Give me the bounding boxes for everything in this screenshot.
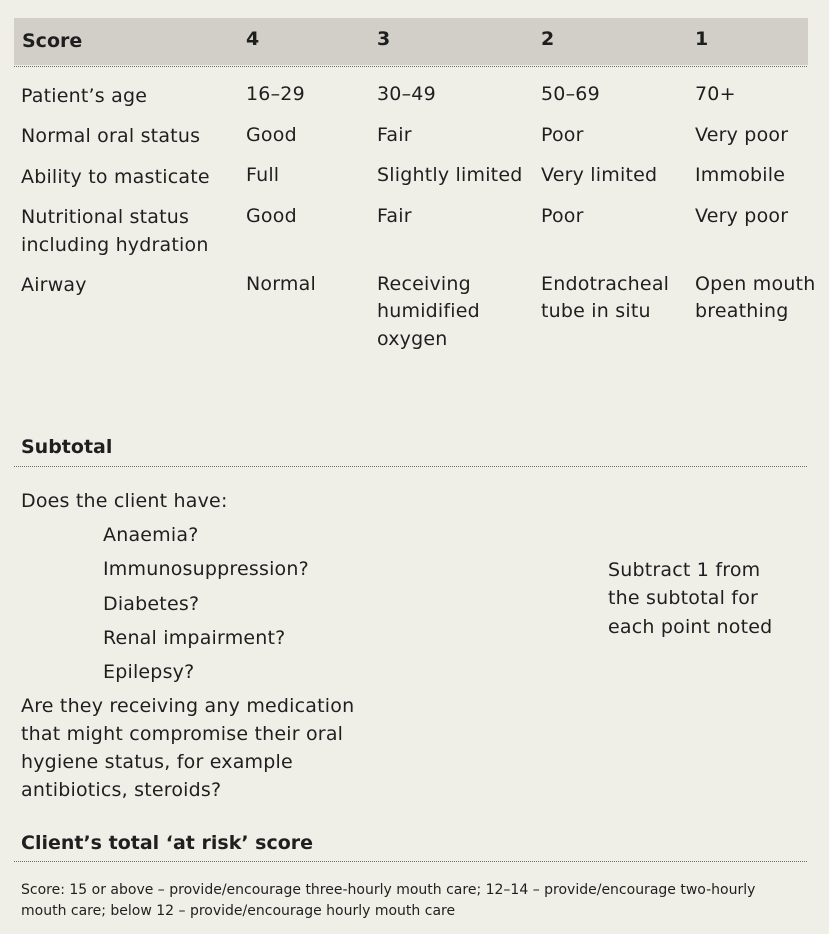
table-cell: Full [246, 164, 280, 186]
row-label-oral-status: Normal oral status [21, 125, 201, 147]
condition-item: Epilepsy? [103, 661, 195, 683]
row-label-masticate: Ability to masticate [21, 166, 210, 188]
subtotal-label: Subtotal [21, 436, 113, 458]
score-column-2: 2 [541, 28, 555, 50]
table-cell: Poor [541, 205, 584, 227]
total-score-label: Client’s total ‘at risk’ score [21, 832, 314, 854]
table-cell: Good [246, 124, 297, 146]
row-label-age: Patient’s age [21, 85, 148, 107]
subtract-note-line: Subtract 1 from [608, 559, 761, 581]
table-cell: breathing [695, 300, 789, 322]
row-label-airway: Airway [21, 274, 87, 296]
table-header-band [14, 18, 808, 65]
medication-question-line: antibiotics, steroids? [21, 779, 222, 801]
table-cell: 70+ [695, 83, 736, 105]
table-cell: Open mouth [695, 273, 816, 295]
score-header-label: Score [22, 30, 83, 52]
subtotal-divider [14, 466, 807, 467]
subtract-note-line: each point noted [608, 616, 773, 638]
condition-item: Renal impairment? [103, 627, 286, 649]
footnote-line: mouth care; below 12 – provide/encourage hourly mouth care [21, 903, 456, 919]
question-intro: Does the client have: [21, 490, 228, 512]
score-column-3: 3 [377, 28, 391, 50]
medication-question-line: Are they receiving any medication [21, 695, 355, 717]
table-cell: Immobile [695, 164, 786, 186]
subtract-note-line: the subtotal for [608, 587, 759, 609]
table-cell: Good [246, 205, 297, 227]
medication-question-line: that might compromise their oral [21, 723, 344, 745]
table-cell: tube in situ [541, 300, 651, 322]
row-label-nutrition-line2: including hydration [21, 234, 209, 256]
score-column-4: 4 [246, 28, 260, 50]
table-cell: Endotracheal [541, 273, 670, 295]
score-column-1: 1 [695, 28, 709, 50]
table-cell: 30–49 [377, 83, 436, 105]
condition-item: Diabetes? [103, 593, 200, 615]
table-cell: Normal [246, 273, 316, 295]
table-cell: 50–69 [541, 83, 600, 105]
row-label-nutrition-line1: Nutritional status [21, 206, 190, 228]
footnote-line: Score: 15 or above – provide/encourage three-hourly mouth care; 12–14 – provide/encourage two-hourly [21, 882, 756, 898]
total-divider [14, 861, 807, 862]
table-cell: Slightly limited [377, 164, 523, 186]
table-cell: Fair [377, 205, 412, 227]
table-cell: Very poor [695, 124, 789, 146]
condition-item: Immunosuppression? [103, 558, 309, 580]
condition-item: Anaemia? [103, 524, 199, 546]
header-divider [14, 66, 807, 67]
medication-question-line: hygiene status, for example [21, 751, 293, 773]
table-cell: Very limited [541, 164, 658, 186]
table-cell: Poor [541, 124, 584, 146]
table-cell: Very poor [695, 205, 789, 227]
table-cell: Receiving [377, 273, 471, 295]
table-cell: humidified [377, 300, 480, 322]
table-cell: Fair [377, 124, 412, 146]
table-cell: 16–29 [246, 83, 305, 105]
table-cell: oxygen [377, 328, 448, 350]
